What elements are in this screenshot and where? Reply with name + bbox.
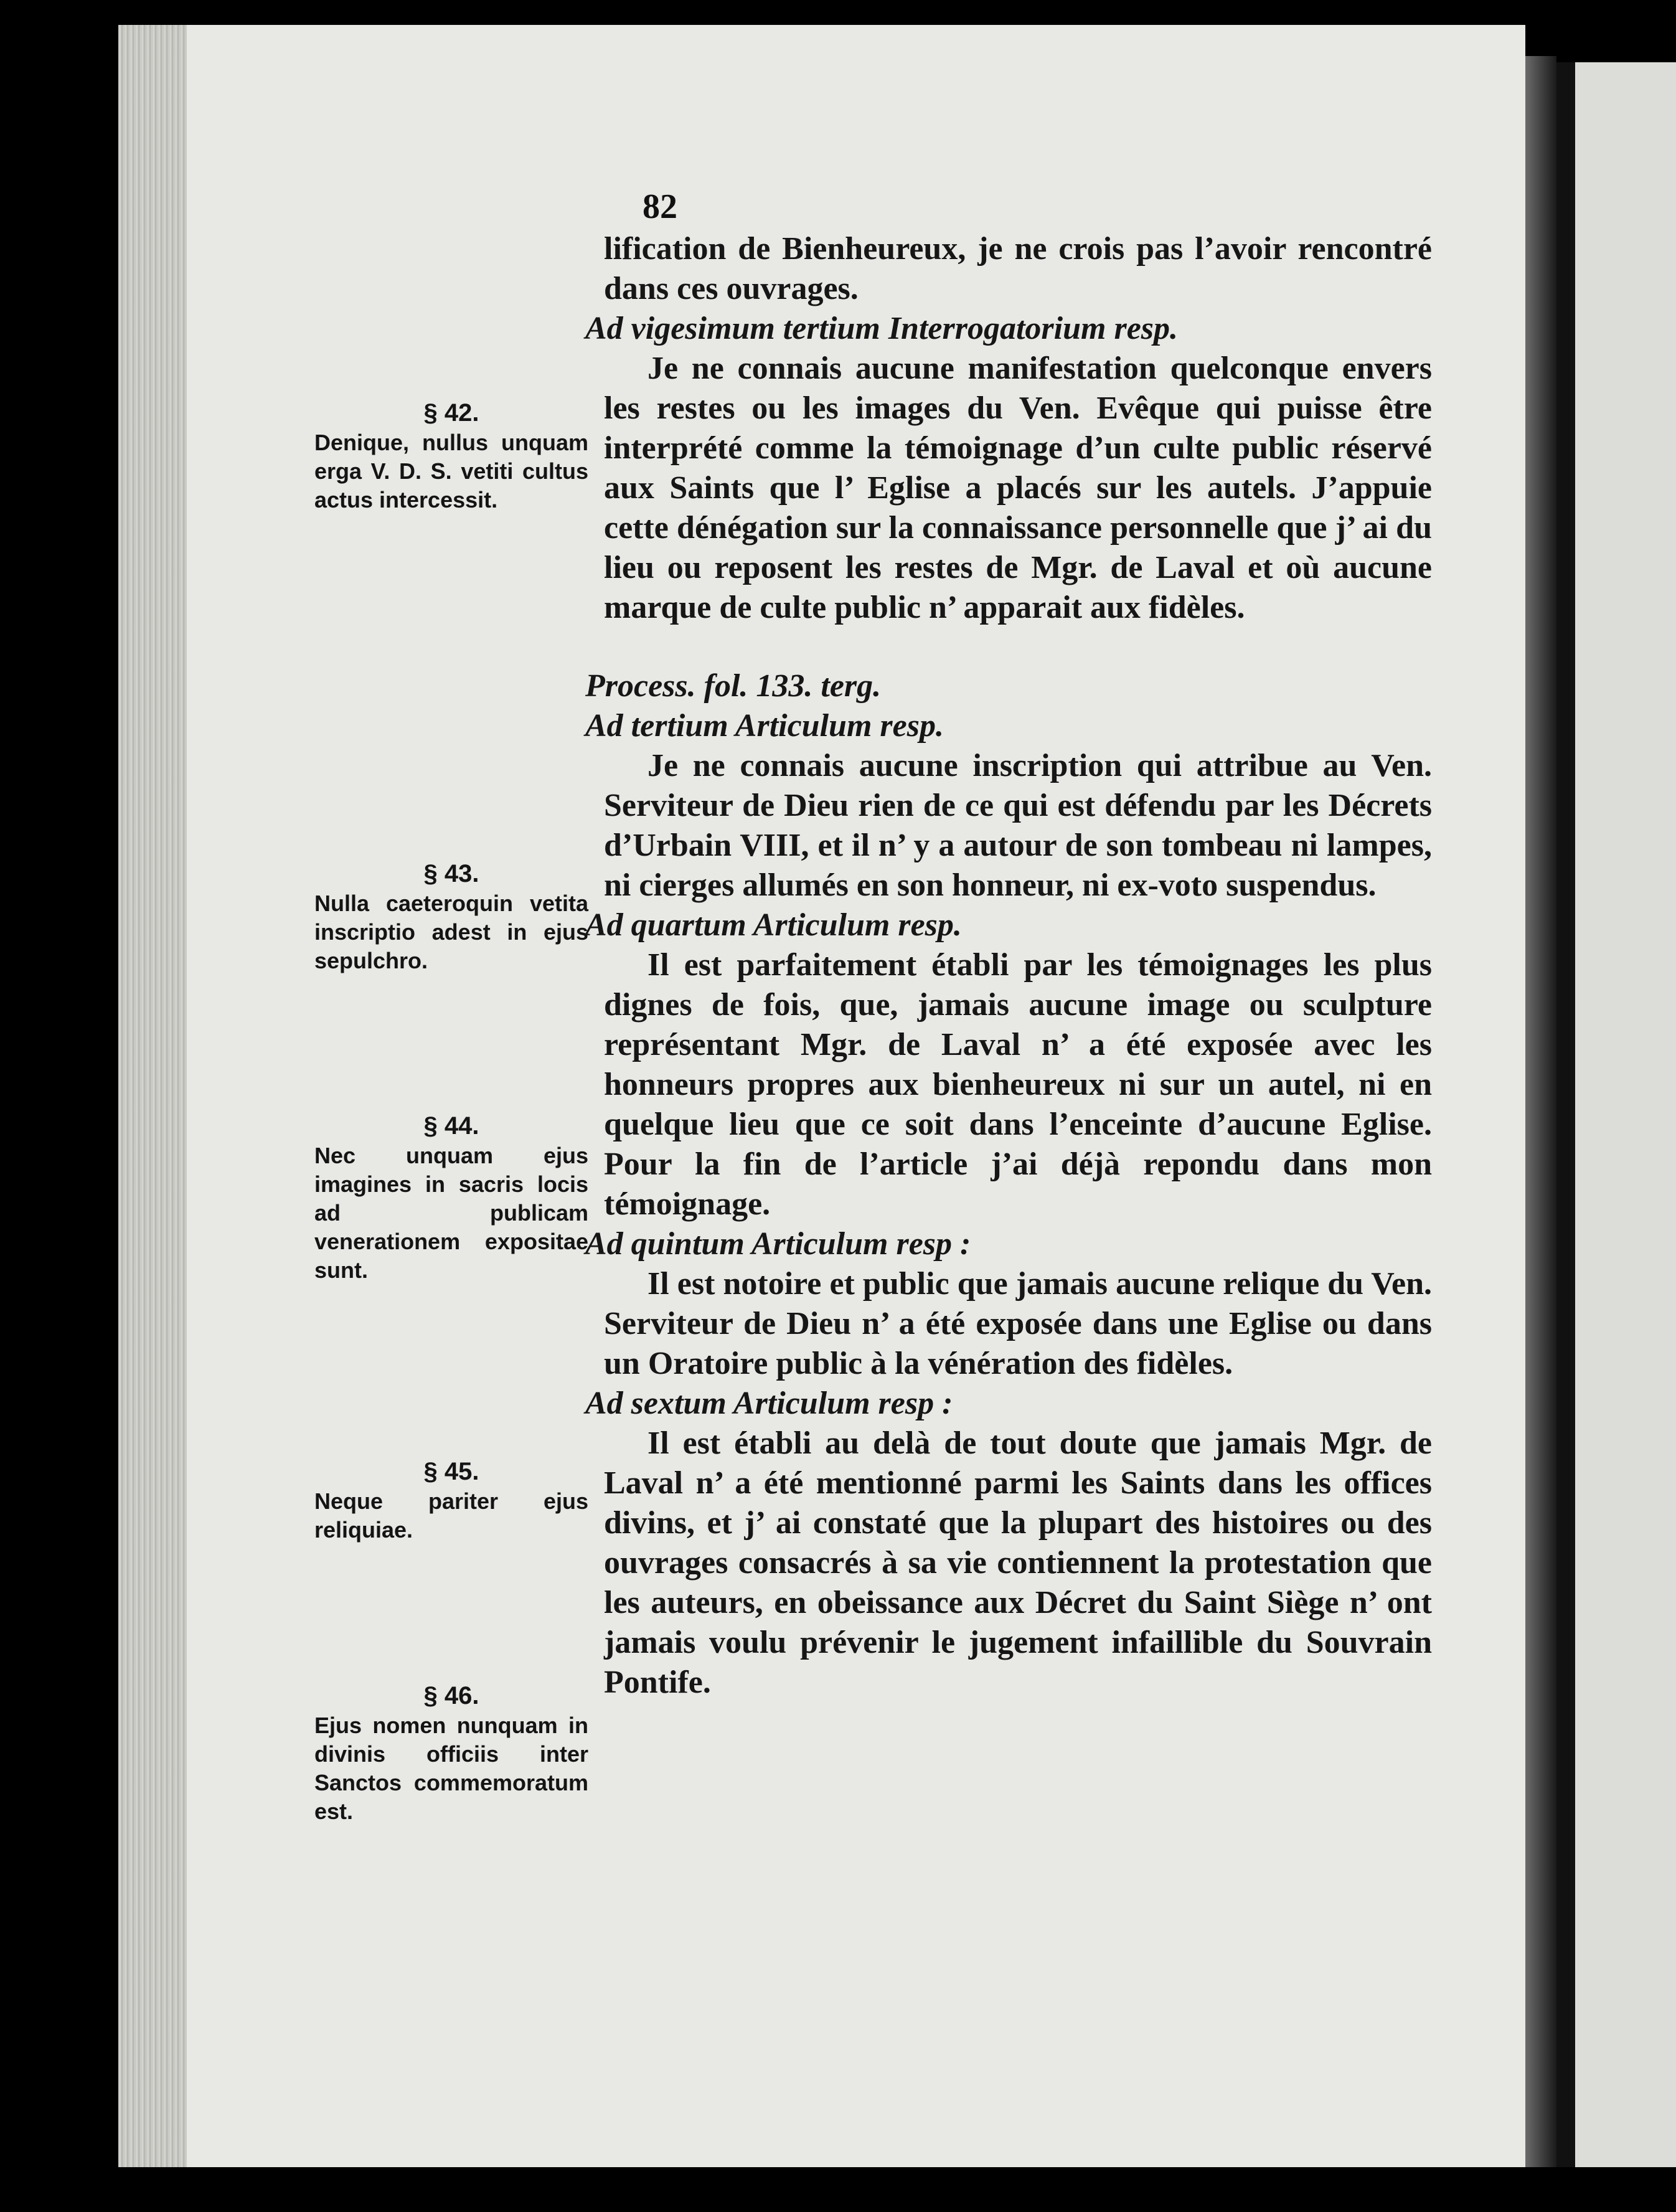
page-edge-stack bbox=[118, 25, 187, 2167]
body-paragraph: Il est établi au delà de tout doute que jamais Mgr. de Laval n’ a été mentionné parmi les Saints dans les offices divins, et j’ ai constaté que la plupart des histoires ou des ouvrages consacrés à sa vie contiennent la protestation que les auteurs, en obeissance aux Décret du Saint Siège n’ ont jamais voulu prévenir le jugement infaillible du Souvrain Pontife. bbox=[604, 1425, 1432, 1700]
margin-note-section: § 43. bbox=[423, 860, 479, 887]
body-paragraph: Il est notoire et public que jamais aucune relique du Ven. Serviteur de Dieu n’ a été exposée dans une Eglise ou dans un Oratoire public à la vénération des fidèles. bbox=[604, 1266, 1432, 1381]
margin-note bbox=[314, 1112, 588, 1285]
book-gutter bbox=[1525, 56, 1556, 2167]
margin-note-section: § 42. bbox=[423, 399, 479, 427]
section-heading: Ad vigesimum tertium Interrogatorium resp. bbox=[585, 311, 1179, 346]
margin-note bbox=[314, 1681, 588, 1826]
margin-note bbox=[314, 1457, 588, 1544]
body-text: lification de Bienheureux, je ne crois pas l’avoir rencontré dans ces ouvrages. bbox=[604, 231, 1432, 306]
process-reference: Process. fol. 133. terg. bbox=[585, 668, 882, 704]
margin-note bbox=[314, 399, 588, 514]
margin-note-text: Nec unquam ejus imagines in sacris locis ad publicam venerationem expositae sunt. bbox=[314, 1143, 588, 1283]
body-paragraph: Je ne connais aucune inscription qui attribue au Ven. Serviteur de Dieu rien de ce qui est défendu par les Décrets d’Urbain VIII, et il n’ y a autour de son tombeau ni lampes, ni cierges allumés en son honneur, ni ex-voto suspendus. bbox=[604, 748, 1432, 903]
margin-note-text: Nulla caeteroquin vetita inscriptio adest in ejus sepulchro. bbox=[314, 891, 588, 973]
section-heading: Ad sextum Articulum resp : bbox=[585, 1386, 953, 1421]
margin-note bbox=[314, 859, 588, 975]
margin-note-text: Denique, nullus unquam erga V. D. S. vetiti cultus actus intercessit. bbox=[314, 430, 588, 513]
margin-note-text: Neque pariter ejus reliquiae. bbox=[314, 1488, 588, 1543]
section-heading: Ad quartum Articulum resp. bbox=[585, 907, 962, 943]
body-paragraph: Il est parfaitement établi par les témoignages les plus dignes de fois, que, jamais aucune image ou sculpture représentant Mgr. de Laval n’ a été exposée avec les honneurs propres aux bienheureux ni sur un autel, ni en quelque lieu que ce soit dans l’enceinte d’aucune Eglise. Pour la fin de l’article j’ai déjà repondu dans mon témoignage. bbox=[604, 947, 1432, 1222]
facing-page-shadow bbox=[1556, 62, 1575, 2167]
margin-note-section: § 46. bbox=[423, 1682, 479, 1709]
section-heading: Ad tertium Articulum resp. bbox=[585, 708, 944, 744]
margin-note-section: § 44. bbox=[423, 1112, 479, 1140]
main-text bbox=[585, 229, 1432, 1703]
margin-note-text: Ejus nomen nunquam in divinis officiis inter Sanctos commemoratum est. bbox=[314, 1713, 588, 1824]
margin-note-section: § 45. bbox=[423, 1458, 479, 1485]
page-number: 82 bbox=[643, 187, 677, 226]
body-paragraph: Je ne connais aucune manifestation quelconque envers les restes ou les images du Ven. Evêque qui puisse être interprété comme la témoignage d’un culte public réservé aux Saints que l’ Eglise a placés sur les autels. J’appuie cette dénégation sur la connaissance personnelle que j’ ai du lieu ou reposent les restes de Mgr. de Laval et où aucune marque de culte public n’ apparait aux fidèles. bbox=[604, 351, 1432, 625]
section-heading: Ad quintum Articulum resp : bbox=[585, 1226, 971, 1262]
